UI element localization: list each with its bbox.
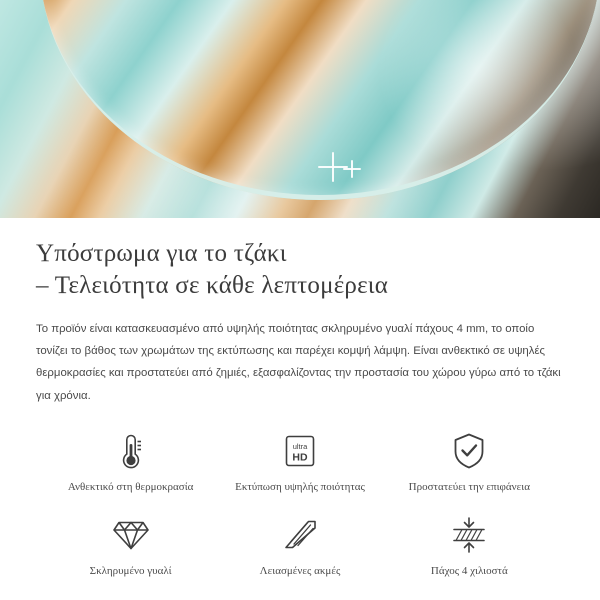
feature-label: Ανθεκτικό στη θερμοκρασία (67, 480, 194, 493)
feature-label: Σκληρυμένο γυαλί (89, 564, 172, 577)
shield-check-icon (451, 429, 487, 473)
feature-item (215, 509, 384, 587)
svg-text:HD: HD (292, 451, 308, 464)
content-area (0, 218, 600, 586)
thickness-arrows-icon (449, 513, 489, 557)
feature-label: Προστατεύει την επιφάνεια (408, 480, 530, 493)
feature-item (385, 425, 554, 503)
feature-item (46, 425, 215, 503)
ultra-hd-icon (280, 429, 320, 473)
feature-label: Πάχος 4 χιλιοστά (430, 564, 508, 577)
feature-grid (36, 425, 564, 587)
description-paragraph: Το προϊόν είναι κατασκευασμένο από υψηλής ποιότητας σκληρυμένο γυαλί πάχους 4 mm, το οποίο τονίζει το βάθος των χρωμάτων της εκτύπωσης και παρέχει κομψή λάμψη. Είναι ανθεκτικό σε υψηλές θερμοκρασίες και προστατεύει από ζημιές, εξασφαλίζοντας την προστασία του χώρου γύρω από το τζάκι για χρόνια. (36, 323, 561, 402)
page-title-line-1: Υπόστρωμα για το τζάκι (36, 240, 287, 267)
page-title (36, 238, 564, 302)
polished-edges-icon (282, 513, 318, 557)
feature-item (215, 425, 384, 503)
page-title-line-2: – Τελειότητα σε κάθε λεπτομέρεια (36, 272, 389, 299)
thermometer-icon (116, 429, 146, 473)
feature-label: Εκτύπωση υψηλής ποιότητας (235, 480, 365, 493)
feature-label: Λειασμένες ακμές (259, 564, 341, 577)
feature-item (385, 509, 554, 587)
hero-image (0, 0, 600, 218)
feature-item (46, 509, 215, 587)
svg-text:ultra: ultra (292, 441, 308, 451)
diamond-icon (111, 513, 151, 557)
